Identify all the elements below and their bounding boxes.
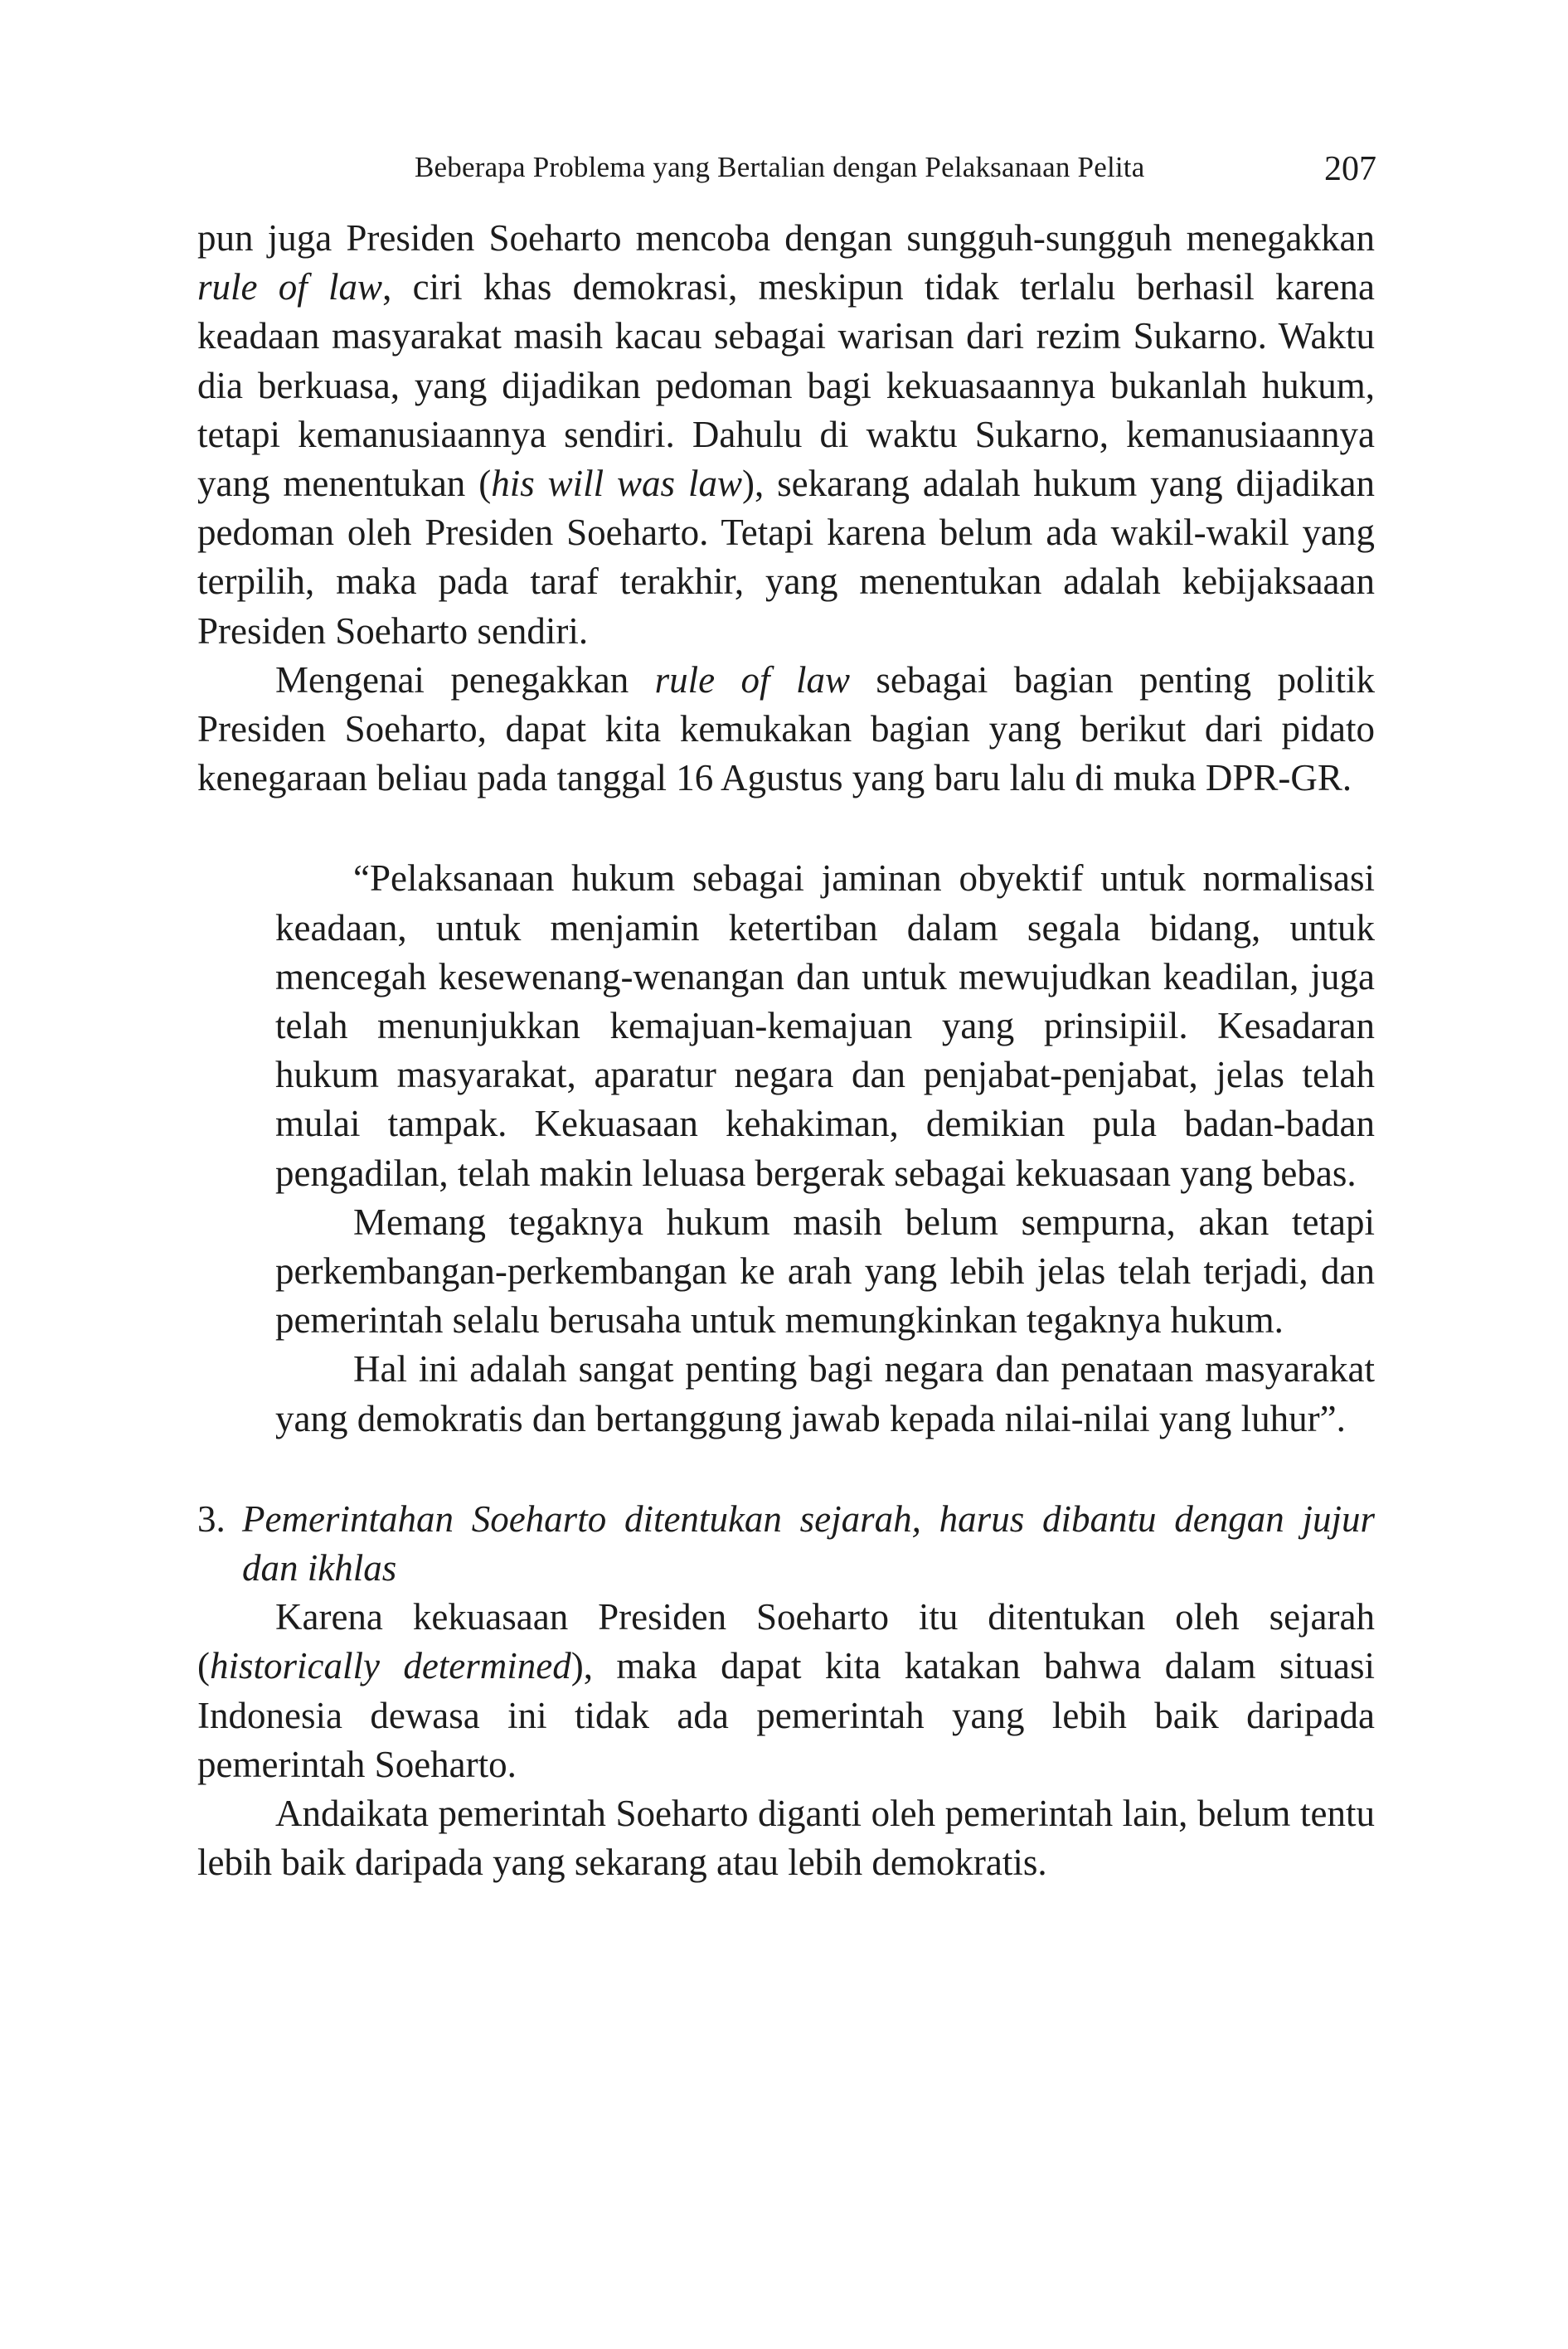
running-head	[415, 148, 1376, 197]
paragraph-2-text-a: Mengenai penegakkan	[275, 658, 655, 701]
paragraph-3	[197, 1593, 1375, 1789]
paragraph-1-text-c: , ciri khas demokrasi, meskipun tidak terlalu berhasil karena keadaan masyarakat masih kacau sebagai warisan dari rezim Sukarno. Waktu dia berkuasa, yang dijadikan pedoman bagi kekuasaannya bukanlah hukum, tetapi kemanusiaannya sendiri. Dahulu di waktu Sukarno, kemanusiaannya yang menentukan (	[197, 266, 1375, 505]
paragraph-3-text-c: ), maka dapat kita katakan bahwa dalam situasi Indonesia dewasa ini tidak ada pemerintah yang lebih baik daripada pemerintah Soeharto.	[197, 1645, 1375, 1785]
section-title: Pemerintahan Soeharto ditentukan sejarah, harus dibantu dengan jujur dan ikhlas	[242, 1497, 1375, 1589]
paragraph-1	[197, 214, 1375, 656]
paragraph-1-text-a: pun juga Presiden Soeharto mencoba dengan sungguh-sungguh menegakkan	[197, 217, 1375, 259]
paragraph-2	[197, 656, 1375, 803]
running-title: Beberapa Problema yang Bertalian dengan Pelaksanaan Pelita	[415, 151, 1145, 183]
body-text	[197, 214, 1375, 1888]
section-number: 3.	[197, 1497, 226, 1540]
paragraph-2-italic-rule-of-law: rule of law	[654, 658, 850, 701]
paragraph-3-italic-historically-determined: historically determined	[210, 1645, 571, 1687]
quote-paragraph-1: “Pelaksanaan hukum sebagai jaminan obyektif untuk normalisasi keadaan, untuk menjamin ketertiban dalam segala bidang, untuk mencegah kesewenang-wenangan dan untuk mewujudkan keadilan, juga telah menunjukkan kemajuan-kemajuan yang prinsipiil. Kesadaran hukum masyarakat, aparatur negara dan penjabat-penjabat, jelas telah mulai tampak. Kekuasaan kehakiman, demikian pula badan-badan pengadilan, telah makin leluasa bergerak sebagai kekuasaan yang bebas.	[275, 857, 1375, 1194]
paragraph-1-italic-his-will-was-law: his will was law	[491, 463, 742, 505]
paragraph-3-text-a: Karena kekuasaan Presiden Soeharto itu ditentukan oleh sejarah (	[197, 1596, 1375, 1687]
quote-paragraph-2: Memang tegaknya hukum masih belum sempurna, akan tetapi perkembangan-perkembangan ke arah yang lebih jelas telah terjadi, dan pemerintah selalu berusaha untuk memungkinkan tegaknya hukum.	[275, 1201, 1375, 1342]
spacer	[197, 803, 1375, 854]
paragraph-4: Andaikata pemerintah Soeharto diganti oleh pemerintah lain, belum tentu lebih baik daripada yang sekarang atau lebih demokratis.	[197, 1793, 1375, 1884]
paragraph-2-text-c: sebagai bagian penting politik Presiden Soeharto, dapat kita kemukakan bagian yang berikut dari pidato kenegaraan beliau pada tanggal 16 Agustus yang baru lalu di muka DPR-GR.	[197, 658, 1375, 799]
section-heading	[197, 1495, 1375, 1593]
spacer	[197, 1444, 1375, 1495]
page-number: 207	[1324, 150, 1376, 188]
block-quote	[275, 854, 1375, 1443]
paragraph-1-italic-rule-of-law: rule of law	[197, 266, 383, 308]
paragraph-1-text-e: ), sekarang adalah hukum yang dijadikan pedoman oleh Presiden Soeharto. Tetapi karena belum ada wakil-wakil yang terpilih, maka pada taraf terakhir, yang menentukan adalah kebijaksaaan Presiden Soeharto sendiri.	[197, 463, 1375, 652]
quote-paragraph-3: Hal ini adalah sangat penting bagi negara dan penataan masyarakat yang demokratis dan bertanggung jawab kepada nilai-nilai yang luhur”.	[275, 1348, 1375, 1439]
